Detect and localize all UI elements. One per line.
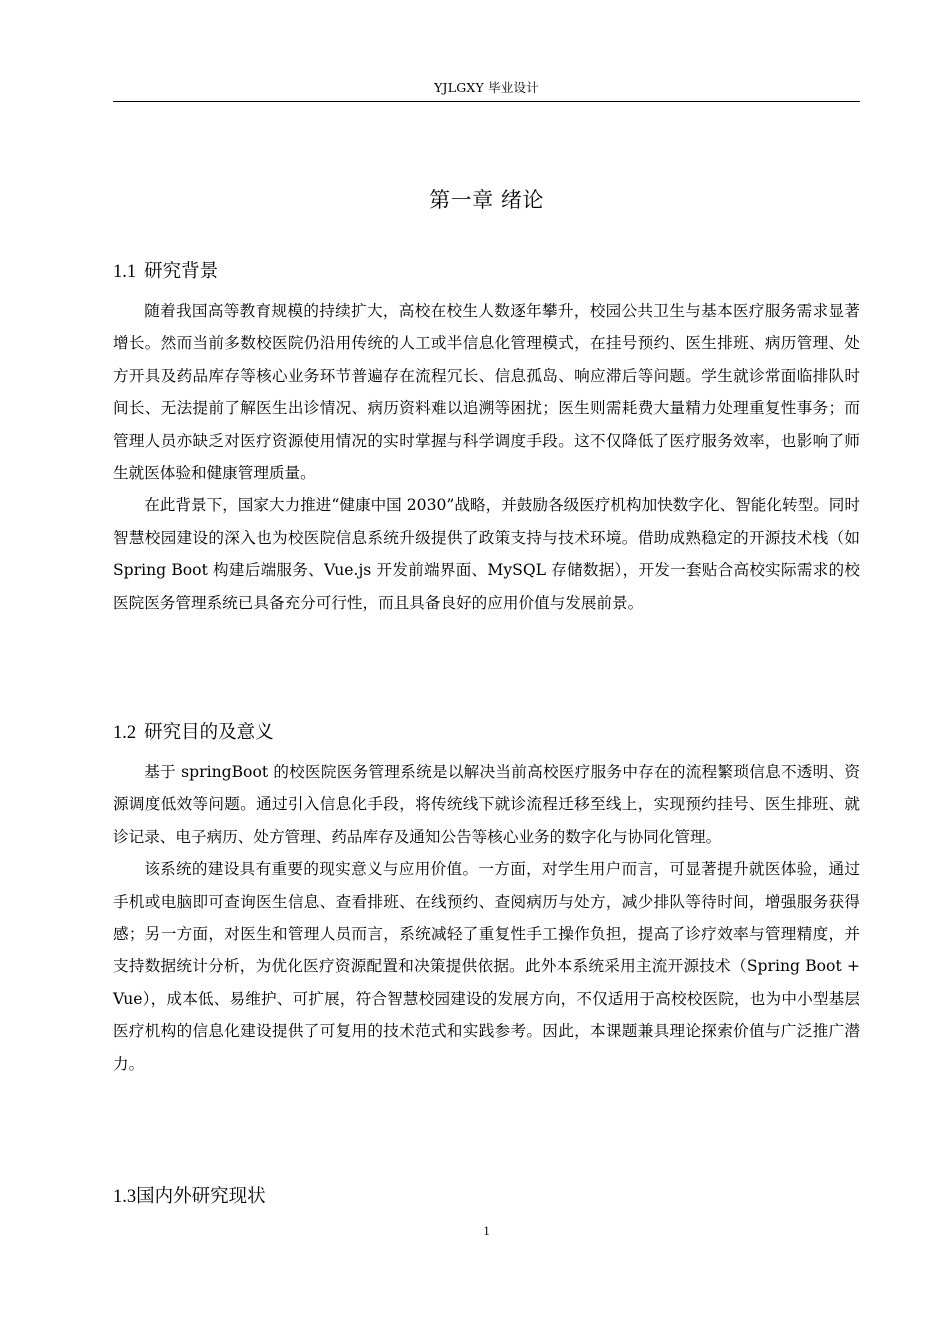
section-number: 1.2 — [113, 723, 137, 743]
paragraph: 基于 springBoot 的校医院医务管理系统是以解决当前高校医疗服务中存在的流程繁琐信息不透明、资源调度低效等问题。通过引入信息化手段，将传统线下就诊流程迁移至线上，实现预约挂号、医生排班、就诊记录、电子病历、处方管理、药品库存及通知公告等核心业务的数字化与协同化管理。 — [113, 763, 860, 846]
section-title: 研究背景 — [144, 261, 219, 282]
paragraph: 随着我国高等教育规模的持续扩大，高校在校生人数逐年攀升，校园公共卫生与基本医疗服务需求显著增长。然而当前多数校医院仍沿用传统的人工或半信息化管理模式，在挂号预约、医生排班、病历管理、处方开具及药品库存等核心业务环节普遍存在流程冗长、信息孤岛、响应滞后等问题。学生就诊常面临排队时间长、无法提前了解医生出诊情况、病历资料难以追溯等困扰；医生则需耗费大量精力处理重复性事务；而管理人员亦缺乏对医疗资源使用情况的实时掌握与科学调度手段。这不仅降低了医疗服务效率，也影响了师生就医体验和健康管理质量。 — [113, 302, 860, 483]
section-1-2 — [113, 716, 860, 1080]
paragraph: 在此背景下，国家大力推进“健康中国 2030”战略，并鼓励各级医疗机构加快数字化、智能化转型。同时智慧校园建设的深入也为校医院信息系统升级提供了政策支持与技术环境。借助成熟稳定的开源技术栈（如 Spring Boot 构建后端服务、Vue.js 开发前端界面、MySQL 存储数据），开发一套贴合高校实际需求的校医院医务管理系统已具备充分可行性，而且具备良好的应用价值与发展前景。 — [113, 496, 860, 612]
section-1-3 — [113, 1180, 860, 1214]
chapter-title: 第一章 绪论 — [429, 188, 544, 212]
section-title: 国内外研究现状 — [136, 1186, 266, 1207]
section-heading — [113, 716, 860, 750]
section-1-1 — [113, 255, 860, 619]
header-rule — [113, 101, 860, 102]
section-heading — [113, 1180, 860, 1214]
paragraph: 该系统的建设具有重要的现实意义与应用价值。一方面，对学生用户而言，可显著提升就医体验，通过手机或电脑即可查询医生信息、查看排班、在线预约、查阅病历与处方，减少排队等待时间，增强服务获得感；另一方面，对医生和管理人员而言，系统减轻了重复性手工操作负担，提高了诊疗效率与管理精度，并支持数据统计分析，为优化医疗资源配置和决策提供依据。此外本系统采用主流开源技术（Spring Boot + Vue），成本低、易维护、可扩展，符合智慧校园建设的发展方向，不仅适用于高校校医院，也为中小型基层医疗机构的信息化建设提供了可复用的技术范式和实践参考。因此，本课题兼具理论探索价值与广泛推广潜力。 — [113, 860, 860, 1073]
section-number: 1.1 — [113, 262, 137, 282]
page-number: 1 — [483, 1224, 490, 1238]
section-number: 1.3 — [113, 1187, 137, 1207]
section-heading — [113, 255, 860, 289]
page-header: YJLGXY 毕业设计 — [434, 80, 539, 95]
section-title: 研究目的及意义 — [144, 722, 274, 743]
